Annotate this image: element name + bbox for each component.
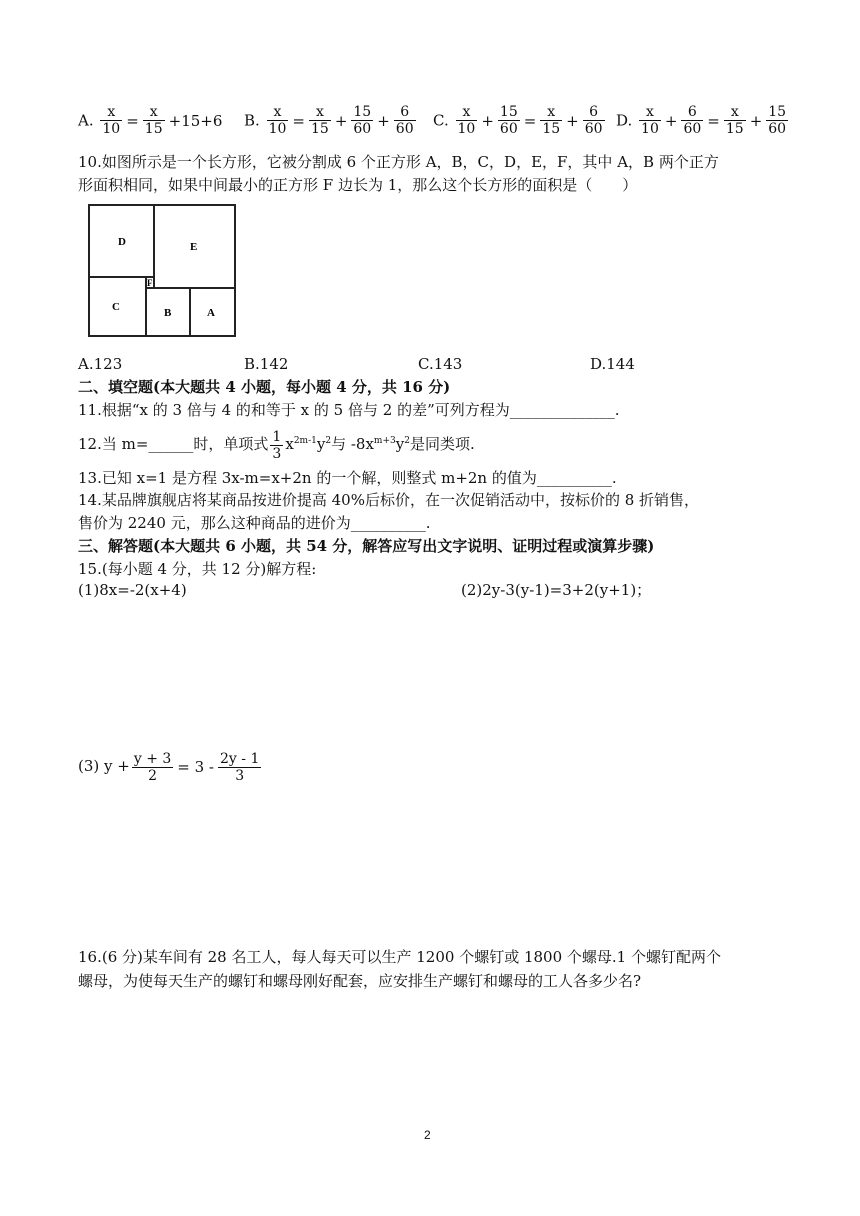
q9-option-d: D. $\frac{x}{10}$ + $\frac{6}{60}$ = $\frac{x}{15}$ + $\frac{15}{60}$ — [616, 104, 787, 137]
q10-option-a: A.123 — [78, 355, 123, 373]
fraction: $\frac{15}{60}$ — [768, 104, 787, 137]
fraction: $\frac{6}{60}$ — [584, 104, 603, 137]
section2-title: 二、填空题(本大题共 4 小题，每小题 4 分，共 16 分) — [78, 378, 451, 396]
fraction: $\frac{x}{10}$ — [102, 104, 121, 137]
square-label-e: E — [190, 241, 198, 253]
square-label-a: A — [207, 307, 215, 319]
section3-title: 三、解答题(本大题共 6 小题，共 54 分，解答应写出文字说明、证明过程或演算步骤) — [78, 537, 655, 555]
q10-text-line1: 10.如图所示是一个长方形，它被分割成 6 个正方形 A，B，C，D，E，F，其中 A，B 两个正方 — [78, 153, 719, 171]
page-number: 2 — [424, 1128, 431, 1142]
fraction: $\frac{6}{60}$ — [395, 104, 414, 137]
q10-option-c: C.143 — [418, 355, 463, 373]
q15-part3: (3) y + $\frac{y + 3}{2}$ = 3 - $\frac{2y - 1}{3}$ — [78, 750, 260, 784]
fraction: $\frac{x}{10}$ — [268, 104, 287, 137]
square-label-f: F — [147, 278, 153, 288]
q9-option-b: B. $\frac{x}{10}$ = $\frac{x}{15}$ + $\frac{15}{60}$ + $\frac{6}{60}$ — [244, 104, 414, 137]
fraction: $\frac{x}{15}$ — [725, 104, 744, 137]
q9-option-a: A. $\frac{x}{10}$ = $\frac{x}{15}$ +15+6 — [78, 104, 223, 137]
square-label-b: B — [164, 307, 172, 319]
q10-text-line2: 形面积相同，如果中间最小的正方形 F 边长为 1，那么这个长方形的面积是（ ） — [78, 176, 638, 194]
q13-text: 13.已知 x=1 是方程 3x-m=x+2n 的一个解，则整式 m+2n 的值为__________. — [78, 469, 617, 487]
q12-text: 12.当 m=______时，单项式 $\frac{1}{3}$ $x^{2m-1}y^2$与 $-8x^{m+3}y^2$是同类项. — [78, 428, 475, 462]
fraction: $\frac{x}{15}$ — [144, 104, 163, 137]
q10-option-d: D.144 — [590, 355, 635, 373]
q15-title: 15.(每小题 4 分，共 12 分)解方程: — [78, 560, 317, 578]
q15-part2: (2)2y-3(y-1)=3+2(y+1)； — [461, 581, 652, 599]
fraction: $\frac{15}{60}$ — [353, 104, 372, 137]
square-label-c: C — [112, 301, 120, 313]
q16-text-line2: 螺母，为使每天生产的螺钉和螺母刚好配套，应安排生产螺钉和螺母的工人各多少名? — [78, 972, 642, 990]
fraction: $\frac{x}{10}$ — [457, 104, 476, 137]
square-label-d: D — [118, 236, 126, 248]
fraction: $\frac{x}{10}$ — [641, 104, 659, 137]
fraction: $\frac{6}{60}$ — [683, 104, 702, 137]
q16-text-line1: 16.(6 分)某车间有 28 名工人，每人每天可以生产 1200 个螺钉或 1800 个螺母.1 个螺钉配两个 — [78, 948, 721, 966]
q10-option-b: B.142 — [244, 355, 289, 373]
fraction: $\frac{15}{60}$ — [499, 104, 518, 137]
q11-text: 11.根据“x 的 3 倍与 4 的和等于 x 的 5 倍与 2 的差”可列方程为______________. — [78, 401, 620, 419]
q15-part1: (1)8x=-2(x+4) — [78, 581, 187, 599]
fraction: $\frac{x}{15}$ — [310, 104, 329, 137]
q14-text-line1: 14.某品牌旗舰店将某商品按进价提高 40%后标价，在一次促销活动中，按标价的 8 折销售， — [78, 491, 700, 509]
q14-text-line2: 售价为 2240 元，那么这种商品的进价为__________. — [78, 514, 431, 532]
fraction: $\frac{x}{15}$ — [542, 104, 561, 137]
q9-option-c: C. $\frac{x}{10}$ + $\frac{15}{60}$ = $\frac{x}{15}$ + $\frac{6}{60}$ — [433, 104, 603, 137]
rectangle-squares-figure — [88, 204, 238, 344]
